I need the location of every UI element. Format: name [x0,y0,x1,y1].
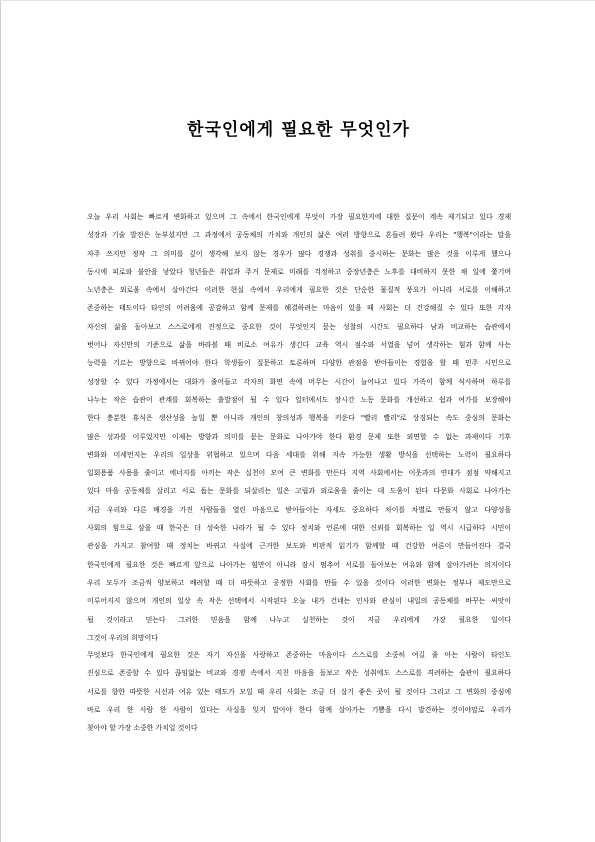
body-paragraph-2 [87,646,511,737]
text-line: 바로 우리 한 사람 한 사람이 있다는 사실을 잊지 말아야 한다 함께 살아가는 기쁨을 다시 발견하는 것이야말로 우리가 [87,705,511,714]
text-line: 동시에 피로와 불안을 낳았다 청년들은 취업과 주거 문제로 미래를 걱정하고 중장년층은 노후를 대비하지 못한 채 일에 쫓기며 [87,267,511,276]
text-line: 서로를 향한 따뜻한 시선과 여유 있는 태도가 모일 때 우리 사회는 조금 더 살기 좋은 곳이 될 것이다 그리고 그 변화의 중심에 [87,687,511,696]
text-line: 될 것이라고 믿는다 그러한 믿음을 함께 나누고 실천하는 것이 지금 우리에게 가장 필요한 일이다 [87,615,511,624]
text-line: 오늘 우리 사회는 빠르게 변화하고 있으며 그 속에서 한국인에게 무엇이 가장 필요한지에 대한 질문이 계속 제기되고 있다 경제 [87,213,511,221]
text-line: 이루어지지 않으며 개인의 일상 속 작은 선택에서 시작된다 오늘 내가 건네는 인사와 관심이 내일의 공동체를 바꾸는 씨앗이 [87,597,511,606]
text-line: 지금 우리와 다른 배경을 가진 사람들을 열린 마음으로 받아들이는 자세도 중요하다 차이를 차별로 만들지 않고 다양성을 [87,505,511,514]
text-line: 진심으로 존중할 수 있다 끊임없는 비교와 경쟁 속에서 지친 마음을 돌보고 작은 성취에도 스스로를 격려하는 습관이 필요하다 [87,669,511,678]
text-line: 변화와 미세먼지는 우리의 일상을 위협하고 있으며 다음 세대를 위해 지속 가능한 생활 방식을 선택하는 노력이 필요하다 [87,450,511,459]
text-line: 무엇보다 한국인에게 필요한 것은 자기 자신을 사랑하고 존중하는 마음이다 스스로를 소중히 여길 줄 아는 사람이 타인도 [87,651,511,659]
text-line: 일회용품 사용을 줄이고 에너지를 아끼는 작은 실천이 모여 큰 변화를 만든다 지역 사회에서는 이웃과의 연대가 점점 약해지고 [87,469,511,478]
document-title: 한국인에게 필요한 무엇인가 [187,120,410,141]
text-line: 관심을 가지고 참여할 때 정치는 바뀌고 사실에 근거한 보도와 비판적 읽기가 함께할 때 건강한 여론이 만들어진다 결국 [87,542,511,551]
text-line: 한다 충분한 휴식은 생산성을 높일 뿐 아니라 개인의 창의성과 행복을 키운다 "빨리 빨리"로 상징되는 속도 중심의 문화는 [87,414,511,423]
body-paragraph-1 [87,208,511,647]
text-line: 존중하는 태도이다 타인의 어려움에 공감하고 함께 문제를 해결하려는 마음이 있을 때 사회는 더 건강해질 수 있다 또한 각자 [87,304,511,313]
text-line: 자주 쓰지만 정작 그 의미를 깊이 생각해 보지 않는 경우가 많다 경쟁과 성취를 중시하는 문화는 많은 것을 이루게 했으나 [87,249,511,258]
text-line: 그것이 우리의 희망이다 [87,633,158,642]
text-line: 자신의 삶을 돌아보고 스스로에게 진정으로 중요한 것이 무엇인지 묻는 성찰의 시간도 필요하다 남과 비교하는 습관에서 [87,322,511,331]
text-line: 성장할 수 있다 가정에서는 대화가 줄어들고 각자의 화면 속에 머무는 시간이 늘어나고 있다 가족이 함께 식사하며 하루를 [87,377,511,386]
text-line: 한국인에게 필요한 것은 빠르게 앞으로 나아가는 힘만이 아니라 잠시 멈추어 서로를 돌아보는 여유와 함께 살아가려는 의지이다 [87,560,511,569]
text-line: 성장과 기술 발전은 눈부셨지만 그 과정에서 공동체의 가치와 개인의 삶은 여러 방향으로 흔들려 왔다 우리는 "행복"이라는 말을 [87,231,511,240]
text-line: 우리 모두가 조금씩 양보하고 배려할 때 더 따뜻하고 공정한 사회를 만들 수 있을 것이다 이러한 변화는 정부나 제도만으로 [87,578,511,587]
text-line: 벗어나 자신만의 기준으로 삶을 바라볼 때 비로소 여유가 생긴다 교육 역시 점수와 서열을 넘어 생각하는 힘과 함께 사는 [87,341,511,350]
text-line: 나누는 작은 습관이 관계를 회복하는 출발점이 될 수 있다 일터에서도 장시간 노동 문화를 개선하고 쉼과 여가를 보장해야 [87,395,511,404]
text-line: 찾아야 할 가장 소중한 가치일 것이다 [87,724,198,733]
text-line: 노년층은 외로움 속에서 살아간다 이러한 현실 속에서 우리에게 필요한 것은 단순한 물질적 풍요가 아니라 서로를 이해하고 [87,286,511,295]
text-line: 많은 성과를 이루었지만 이제는 방향과 의미를 묻는 문화로 나아가야 한다 환경 문제 또한 외면할 수 없는 과제이다 기후 [87,432,511,441]
text-line: 사회의 힘으로 삼을 때 한국은 더 성숙한 나라가 될 수 있다 정치와 언론에 대한 신뢰를 회복하는 일 역시 시급하다 시민이 [87,524,511,533]
text-line: 능력을 기르는 방향으로 바뀌어야 한다 학생들이 질문하고 토론하며 다양한 관점을 받아들이는 경험을 할 때 민주 시민으로 [87,359,511,368]
text-line: 있다 마을 공동체를 살리고 서로 돕는 문화를 되살리는 일은 고립과 외로움을 줄이는 데 도움이 된다 다문화 사회로 나아가는 [87,487,511,496]
